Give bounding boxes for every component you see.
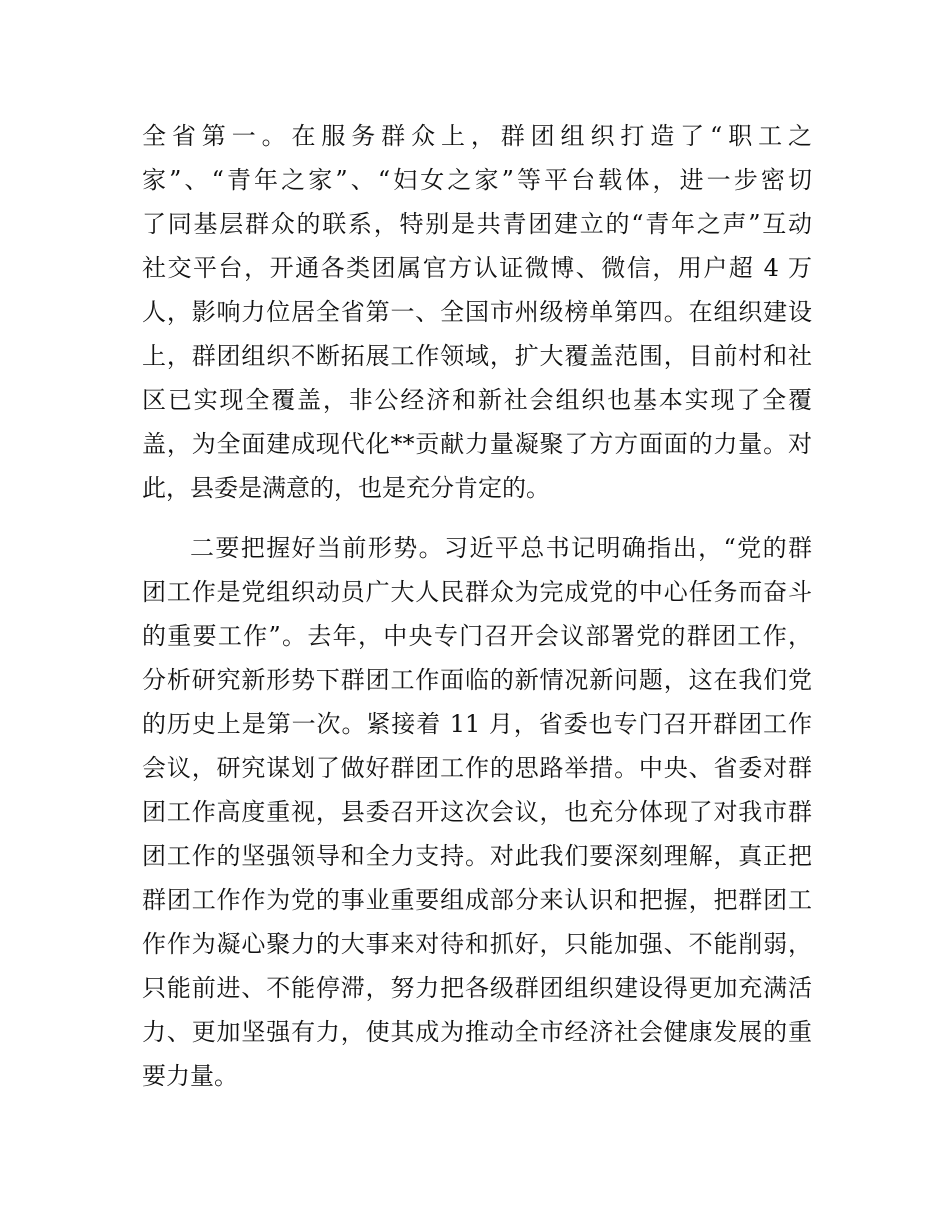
text-line: 上，群团组织不断拓展工作领域，扩大覆盖范围，目前村和社: [142, 342, 812, 370]
text-line: 了同基层群众的联系，特别是共青团建立的“青年之声”互动: [142, 210, 812, 238]
text-line: 区已实现全覆盖，非公经济和新社会组织也基本实现了全覆: [142, 386, 812, 414]
text-line: 只能前进、不能停滞，努力把各级群团组织建设得更加充满活: [142, 974, 812, 1002]
text-line: 的历史上是第一次。紧接着 11 月，省委也专门召开群团工作: [142, 710, 812, 738]
text-line: 要力量。: [142, 1062, 238, 1090]
text-line: 社交平台，开通各类团属官方认证微博、微信，用户超 4 万: [142, 254, 812, 282]
text-line: 全省第一。在服务群众上，群团组织打造了“职工之: [142, 122, 812, 150]
paragraph-1: [142, 114, 812, 510]
text-line: 此，县委是满意的，也是充分肯定的。: [142, 474, 550, 502]
document-body: [142, 114, 812, 1098]
text-line: 家”、“青年之家”、“妇女之家”等平台载体，进一步密切: [142, 166, 812, 194]
text-line: 会议，研究谋划了做好群团工作的思路举措。中央、省委对群: [142, 754, 812, 782]
paragraph-2: [142, 526, 812, 1098]
text-line: 二要把握好当前形势。习近平总书记明确指出，“党的群: [190, 534, 812, 562]
text-line: 人，影响力位居全省第一、全国市州级榜单第四。在组织建设: [142, 298, 812, 326]
text-line: 群团工作作为党的事业重要组成部分来认识和把握，把群团工: [142, 886, 812, 914]
paragraph-spacer: [142, 510, 812, 526]
text-line: 的重要工作”。去年，中央专门召开会议部署党的群团工作，: [142, 622, 812, 650]
text-line: 作作为凝心聚力的大事来对待和抓好，只能加强、不能削弱，: [142, 930, 812, 958]
text-line: 团工作是党组织动员广大人民群众为完成党的中心任务而奋斗: [142, 578, 812, 606]
text-line: 团工作高度重视，县委召开这次会议，也充分体现了对我市群: [142, 798, 812, 826]
text-line: 盖，为全面建成现代化**贡献力量凝聚了方方面面的力量。对: [142, 430, 812, 458]
text-line: 分析研究新形势下群团工作面临的新情况新问题，这在我们党: [142, 666, 812, 694]
text-line: 团工作的坚强领导和全力支持。对此我们要深刻理解，真正把: [142, 842, 812, 870]
text-line: 力、更加坚强有力，使其成为推动全市经济社会健康发展的重: [142, 1018, 812, 1046]
